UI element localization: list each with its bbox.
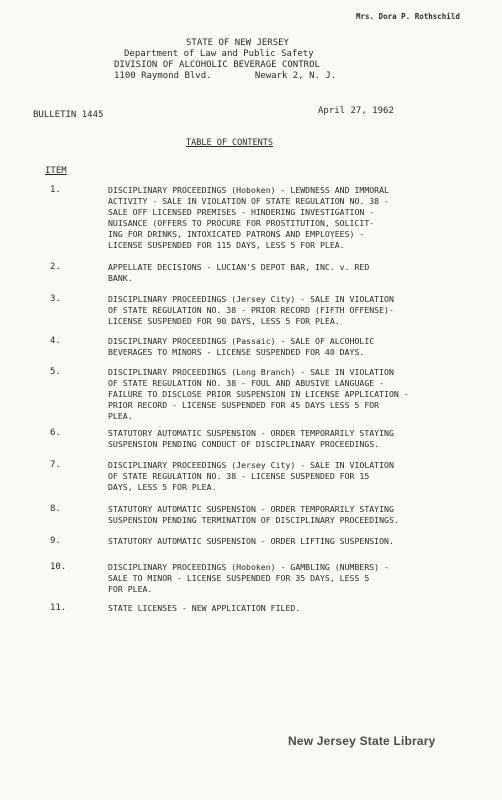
item-text: STATUTORY AUTOMATIC SUSPENSION - ORDER TEMPORARILY STAYING SUSPENSION PENDING TERMINATION OF DISCIPLINARY PROCEEDINGS. bbox=[108, 504, 399, 525]
item-number: 9. bbox=[50, 536, 61, 546]
bulletin-number: BULLETIN 1445 bbox=[33, 110, 104, 120]
item-text: DISCIPLINARY PROCEEDINGS (Hoboken) - LEWDNESS AND IMMORAL ACTIVITY - SALE IN VIOLATION OF STATE REGULATION NO. 38 - SALE OFF LICENSED PREMISES - HINDERING INVESTIGATION - NUISANCE (OFFERS TO PROCURE FOR PROSTITUTION, SOLICIT- ING FOR DRINKS, INTOXICATED PATRONS AND EMPLOYEES) - LICENSE SUSPENDED FOR 115 DAYS, LESS 5 FOR PLEA. bbox=[108, 185, 389, 250]
item-column-header: ITEM bbox=[45, 166, 67, 176]
item-number: 6. bbox=[50, 428, 61, 438]
letterhead-address: 1100 Raymond Blvd. Newark 2, N. J. bbox=[114, 71, 337, 81]
item-number: 7. bbox=[50, 460, 61, 470]
item-number: 3. bbox=[50, 294, 61, 304]
item-number: 5. bbox=[50, 367, 61, 377]
item-number: 1. bbox=[50, 185, 61, 195]
letterhead-state: STATE OF NEW JERSEY bbox=[186, 38, 289, 48]
item-text: DISCIPLINARY PROCEEDINGS (Passaic) - SALE OF ALCOHOLIC BEVERAGES TO MINORS - LICENSE SUSPENDED FOR 40 DAYS. bbox=[108, 336, 375, 357]
letterhead-division: DIVISION OF ALCOHOLIC BEVERAGE CONTROL bbox=[114, 60, 320, 70]
item-text: STATUTORY AUTOMATIC SUSPENSION - ORDER TEMPORARILY STAYING SUSPENSION PENDING CONDUCT OF DISCIPLINARY PROCEEDINGS. bbox=[108, 428, 394, 449]
item-number: 2. bbox=[50, 262, 61, 272]
letterhead-department: Department of Law and Public Safety bbox=[124, 49, 314, 59]
item-number: 8. bbox=[50, 504, 61, 514]
library-stamp: New Jersey State Library bbox=[288, 734, 436, 748]
item-text: DISCIPLINARY PROCEEDINGS (Jersey City) - SALE IN VIOLATION OF STATE REGULATION NO. 38 - PRIOR RECORD (FIFTH OFFENSE)- LICENSE SUSPENDED FOR 90 DAYS, LESS 5 FOR PLEA. bbox=[108, 294, 394, 326]
bulletin-date: April 27, 1962 bbox=[318, 106, 394, 116]
item-number: 10. bbox=[50, 562, 67, 572]
item-text: STATE LICENSES - NEW APPLICATION FILED. bbox=[108, 603, 301, 613]
recipient-name: Mrs. Dora P. Rothschild bbox=[356, 12, 460, 21]
item-number: 11. bbox=[50, 603, 67, 613]
item-text: DISCIPLINARY PROCEEDINGS (Hoboken) - GAMBLING (NUMBERS) - SALE TO MINOR - LICENSE SUSPENDED FOR 35 DAYS, LESS 5 FOR PLEA. bbox=[108, 562, 389, 594]
table-of-contents-title: TABLE OF CONTENTS bbox=[186, 138, 273, 148]
item-text: APPELLATE DECISIONS - LUCIAN'S DEPOT BAR, INC. v. RED BANK. bbox=[108, 262, 370, 283]
item-text: STATUTORY AUTOMATIC SUSPENSION - ORDER LIFTING SUSPENSION. bbox=[108, 536, 394, 546]
item-text: DISCIPLINARY PROCEEDINGS (Long Branch) - SALE IN VIOLATION OF STATE REGULATION NO. 38 - FOUL AND ABUSIVE LANGUAGE - FAILURE TO DISCLOSE PRIOR SUSPENSION IN LICENSE APPLICATION - PRIOR RECORD - LICENSE SUSPENDED FOR 45 DAYS LESS 5 FOR PLEA. bbox=[108, 367, 409, 421]
item-text: DISCIPLINARY PROCEEDINGS (Jersey City) - SALE IN VIOLATION OF STATE REGULATION NO. 38 - LICENSE SUSPENDED FOR 15 DAYS, LESS 5 FOR PLEA. bbox=[108, 460, 394, 492]
item-number: 4. bbox=[50, 336, 61, 346]
